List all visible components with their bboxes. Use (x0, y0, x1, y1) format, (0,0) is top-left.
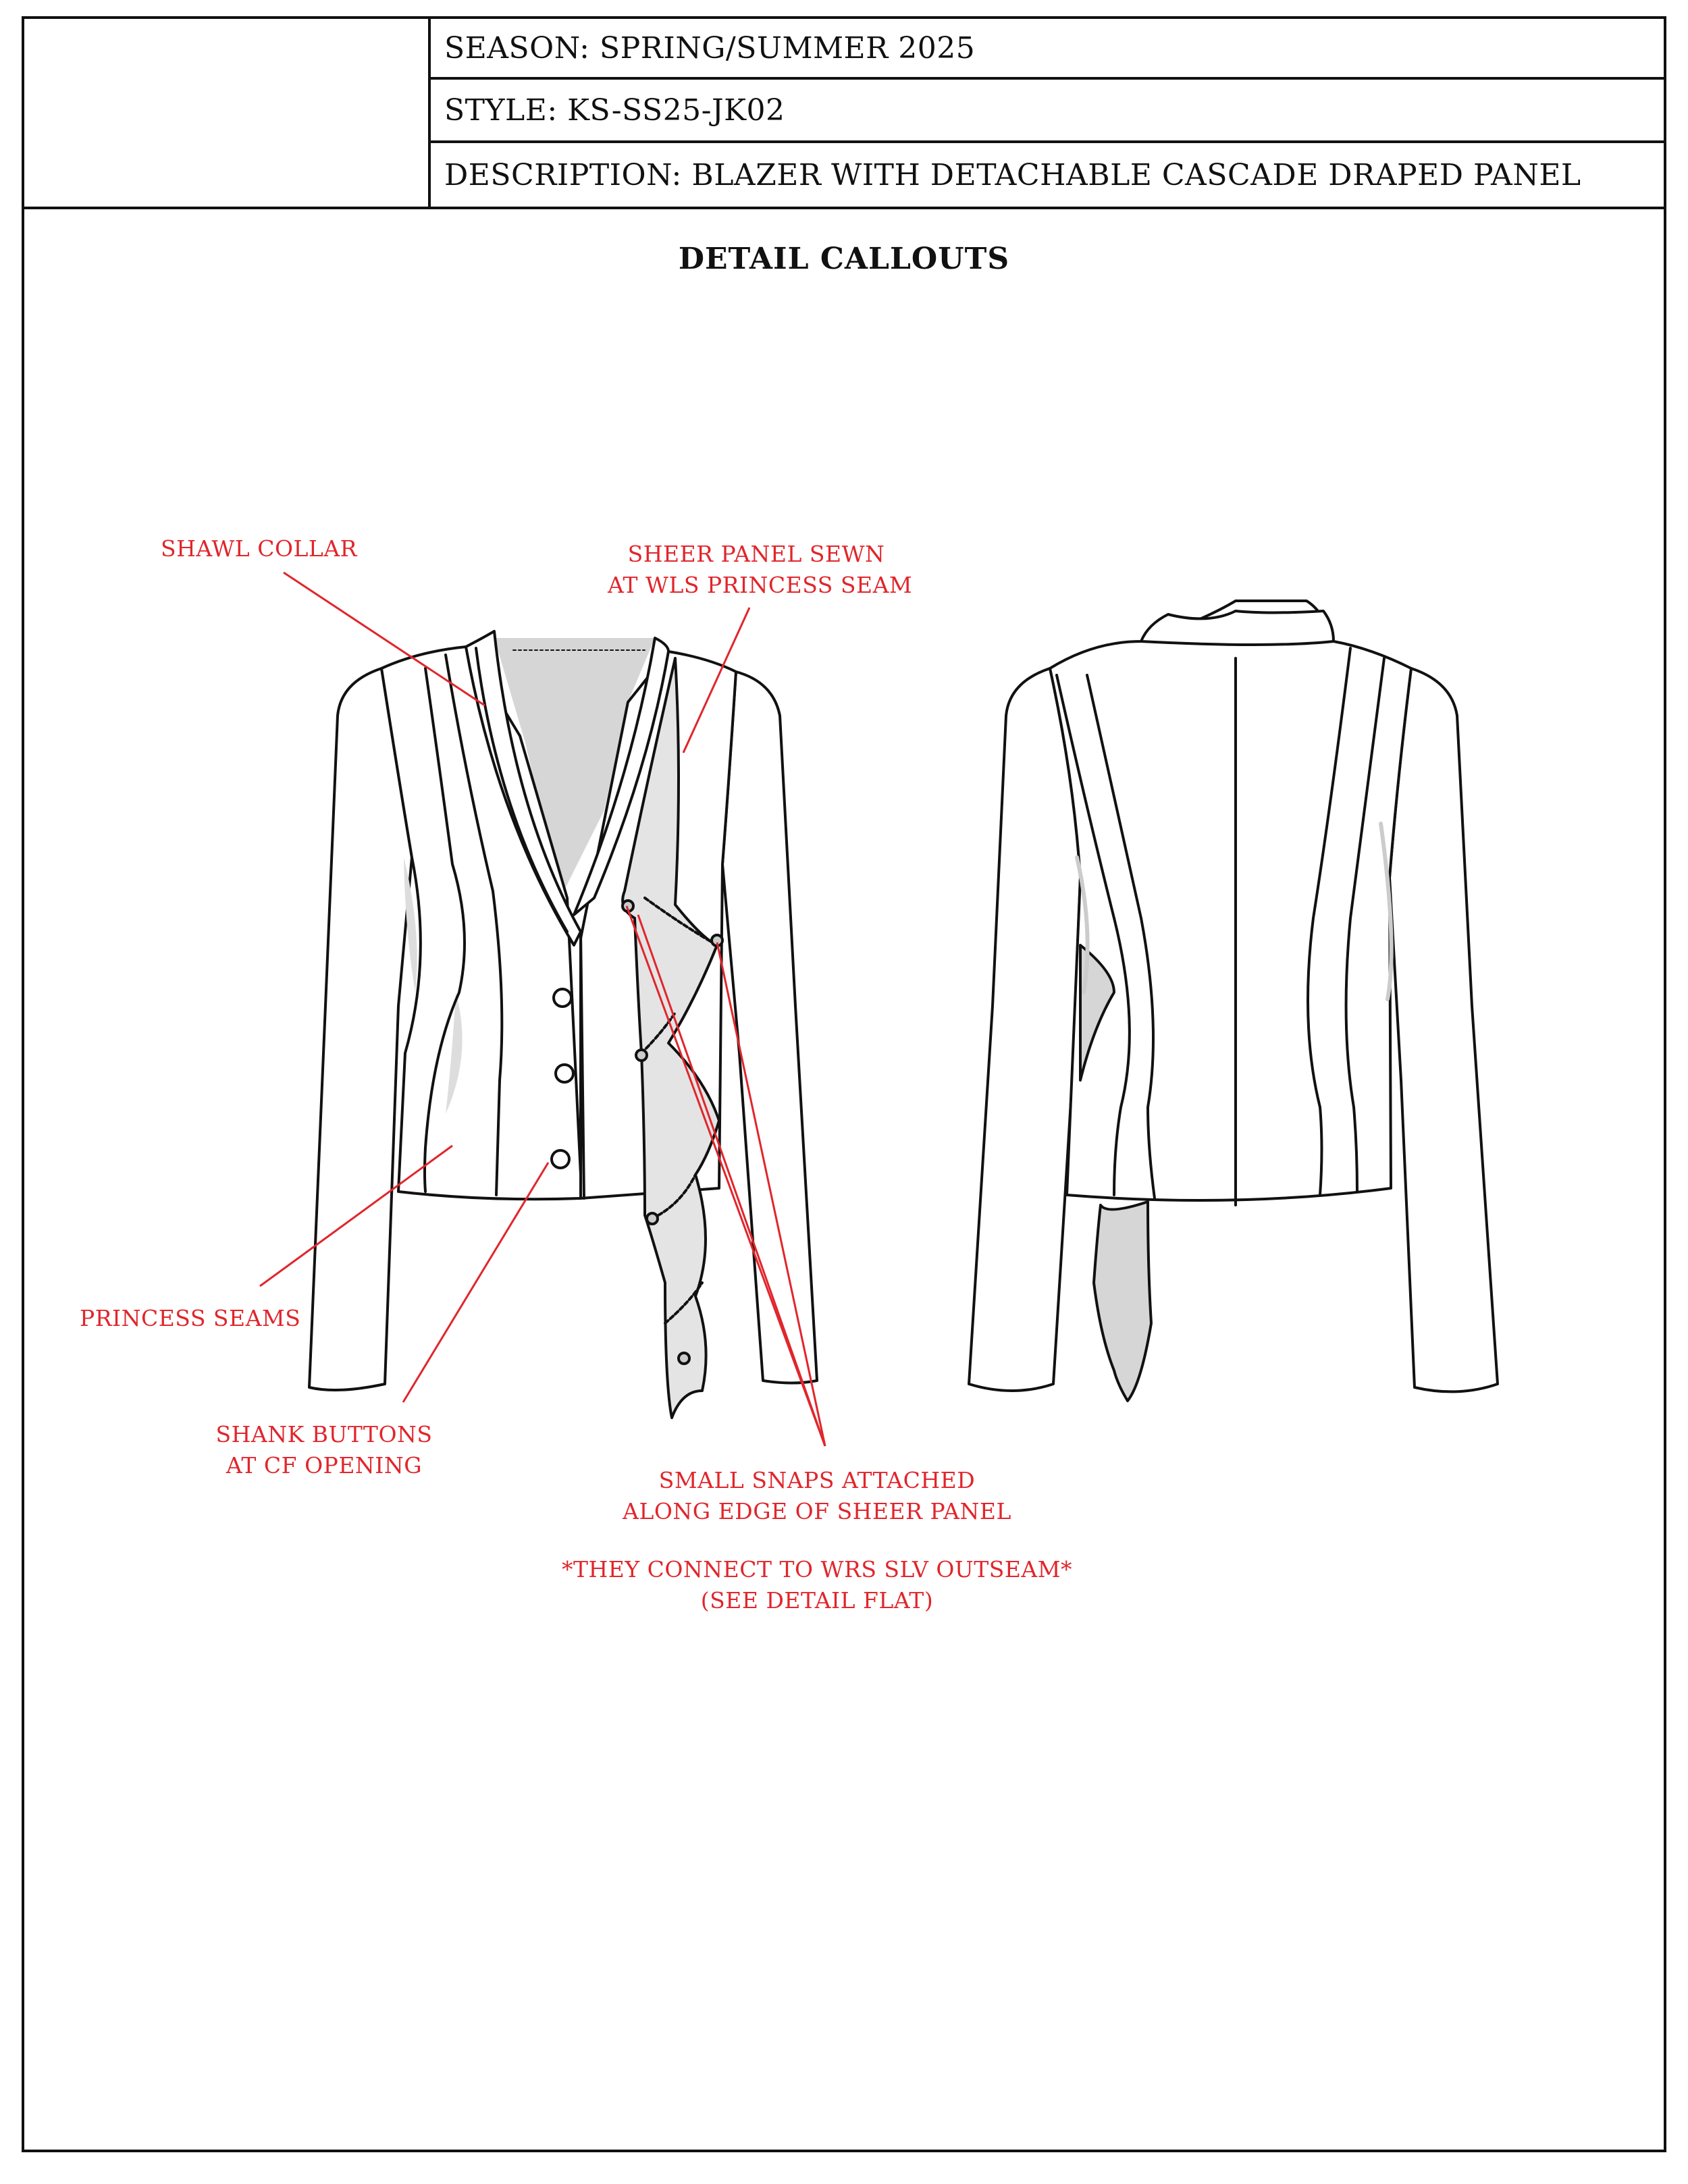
back-left-sleeve (969, 668, 1080, 1391)
style-field: STYLE: KS-SS25-JK02 (431, 80, 1664, 143)
callout-sheer-panel-line2: AT WLS PRINCESS SEAM (608, 572, 913, 598)
season-field: SEASON: SPRING/SUMMER 2025 (431, 19, 1664, 80)
callout-shank-buttons (203, 1419, 446, 1481)
callout-shawl-collar (161, 533, 357, 564)
callout-snaps-note-line2: (SEE DETAIL FLAT) (700, 1587, 934, 1614)
callout-princess-seams (80, 1303, 300, 1334)
snap-3 (636, 1050, 647, 1061)
description-field: DESCRIPTION: BLAZER WITH DETACHABLE CASCADE DRAPED PANEL (444, 157, 1581, 192)
shank-button-1 (554, 989, 571, 1007)
shank-button-2 (556, 1065, 573, 1082)
callout-snaps-line2: ALONG EDGE OF SHEER PANEL (623, 1498, 1011, 1524)
callout-snaps-line1: SMALL SNAPS ATTACHED (658, 1467, 976, 1493)
front-left-sleeve (309, 668, 412, 1390)
callout-snaps (594, 1465, 1040, 1527)
snap-4 (647, 1213, 658, 1224)
callout-princess-seams-text: PRINCESS SEAMS (80, 1305, 301, 1331)
callout-shank-buttons-line2: AT CF OPENING (226, 1452, 423, 1479)
section-title: DETAIL CALLOUTS (678, 242, 1010, 276)
callout-snaps-note (560, 1554, 1074, 1616)
front-flat (309, 631, 817, 1418)
callout-sheer-panel-line1: SHEER PANEL SEWN (627, 541, 885, 567)
back-body (1050, 601, 1411, 1200)
back-flat (969, 601, 1498, 1401)
shank-button-3 (552, 1150, 569, 1168)
back-right-sleeve (1390, 668, 1498, 1391)
back-collar (1141, 611, 1334, 645)
snap-5 (679, 1353, 689, 1364)
callout-snaps-note-line1: *THEY CONNECT TO WRS SLV OUTSEAM* (561, 1556, 1073, 1582)
callout-shank-buttons-line1: SHANK BUTTONS (215, 1421, 433, 1447)
callout-sheer-panel (608, 539, 913, 601)
callout-shawl-collar-text: SHAWL COLLAR (161, 535, 358, 562)
front-right-sleeve (722, 672, 817, 1383)
